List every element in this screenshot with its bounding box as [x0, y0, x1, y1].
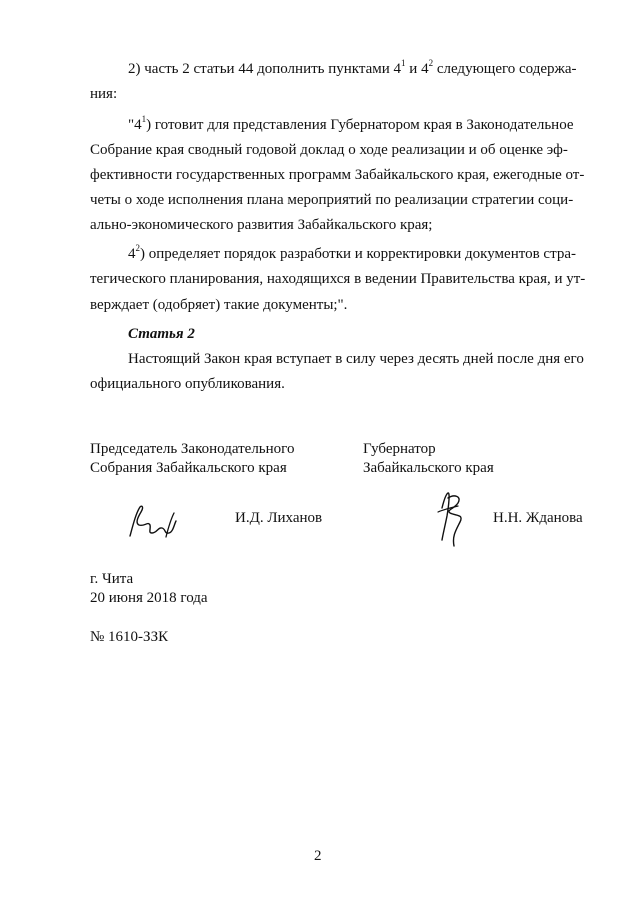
- paragraph-2-line-1: "$4^1$) готовит для представления Губернатором края в Законодательное: [128, 114, 574, 133]
- governor-signature: [432, 490, 472, 548]
- chairman-title-line-2: Собрания Забайкальского края: [90, 460, 287, 476]
- chairman-title-line-1: Председатель Законодательного: [90, 441, 295, 457]
- governor-name: Н.Н. Жданова: [493, 510, 583, 526]
- chairman-name: И.Д. Лиханов: [235, 510, 323, 526]
- date: 20 июня 2018 года: [90, 590, 208, 606]
- governor-signature-drawing: [432, 490, 472, 548]
- governor-title-line-1: Губернатор: [363, 441, 436, 457]
- paragraph-3-line-2: тегического планирования, находящихся в ведении Правительства края, и ут-: [90, 271, 586, 287]
- paragraph-2-line-4: четы о ходе исполнения плана мероприятий по реализации стратегии соци-: [90, 192, 574, 208]
- paragraph-1-line-1: 2) часть 2 статьи 44 дополнить пунктами $4^1$ и $4^2$ следующего содержа-: [128, 58, 577, 77]
- paragraph-1-line-2: ния:: [90, 86, 118, 102]
- chairman-signature-drawing: [124, 503, 184, 541]
- law-number: № 1610-ЗЗК: [90, 629, 169, 645]
- article-heading: Статья 2: [128, 326, 195, 342]
- paragraph-4-line-2: официального опубликования.: [90, 376, 285, 392]
- paragraph-2-line-5: ально-экономического развития Забайкальского края;: [90, 217, 433, 233]
- paragraph-2-line-2: Собрание края сводный годовой доклад о ходе реализации и об оценке эф-: [90, 142, 568, 158]
- paragraph-3-line-3: верждает (одобряет) такие документы;".: [90, 297, 348, 313]
- paragraph-4-line-1: Настоящий Закон края вступает в силу через десять дней после дня его: [128, 351, 584, 367]
- governor-title-line-2: Забайкальского края: [363, 460, 494, 476]
- paragraph-2-line-3: фективности государственных программ Забайкальского края, ежегодные от-: [90, 167, 585, 183]
- paragraph-3-line-1: $4^2$) определяет порядок разработки и корректировки документов стра-: [128, 243, 576, 262]
- page-number: 2: [314, 848, 322, 864]
- chairman-signature: [124, 503, 184, 541]
- place: г. Чита: [90, 571, 134, 587]
